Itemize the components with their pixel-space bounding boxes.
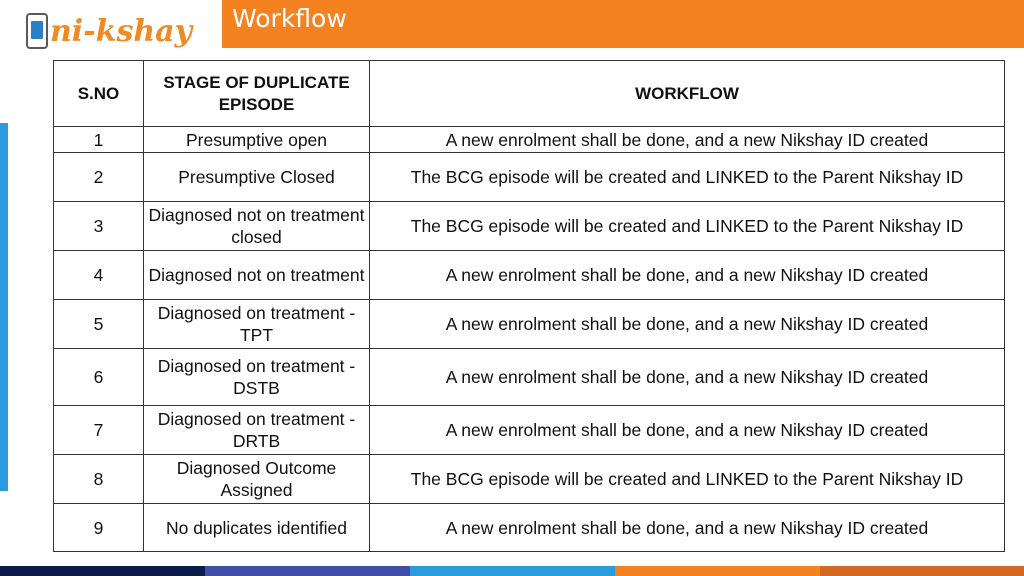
cell-workflow: A new enrolment shall be done, and a new Nikshay ID created [370,127,1005,153]
bottom-bar-segment [205,566,410,576]
workflow-table [53,60,1005,552]
header-workflow: WORKFLOW [370,61,1005,127]
cell-sno: 8 [54,455,144,504]
cell-workflow: A new enrolment shall be done, and a new Nikshay ID created [370,504,1005,552]
bottom-bar-segment [615,566,820,576]
table-row [54,455,1005,504]
cell-stage: Diagnosed not on treatment closed [144,202,370,251]
table-header-row [54,61,1005,127]
cell-sno: 5 [54,300,144,349]
cell-stage: Diagnosed on treatment - DRTB [144,406,370,455]
cell-workflow: The BCG episode will be created and LINKED to the Parent Nikshay ID [370,153,1005,202]
cell-sno: 3 [54,202,144,251]
cell-workflow: A new enrolment shall be done, and a new Nikshay ID created [370,349,1005,406]
nikshay-logo [26,8,196,54]
cell-sno: 7 [54,406,144,455]
cell-sno: 2 [54,153,144,202]
bottom-bar-segment [410,566,615,576]
cell-sno: 1 [54,127,144,153]
bottom-bar-segment [820,566,1024,576]
cell-stage: Diagnosed on treatment - DSTB [144,349,370,406]
cell-workflow: A new enrolment shall be done, and a new Nikshay ID created [370,251,1005,300]
table-row [54,127,1005,153]
cell-stage: Diagnosed on treatment - TPT [144,300,370,349]
table-row [54,406,1005,455]
cell-workflow: The BCG episode will be created and LINKED to the Parent Nikshay ID [370,455,1005,504]
bottom-color-bar [0,566,1024,576]
cell-workflow: A new enrolment shall be done, and a new Nikshay ID created [370,406,1005,455]
table-row [54,251,1005,300]
table-row [54,300,1005,349]
cell-workflow: A new enrolment shall be done, and a new Nikshay ID created [370,300,1005,349]
bottom-bar-segment [0,566,205,576]
cell-sno: 9 [54,504,144,552]
table-row [54,153,1005,202]
page-title: Workflow [232,4,347,33]
cell-sno: 4 [54,251,144,300]
cell-stage: Presumptive Closed [144,153,370,202]
header-stage: STAGE OF DUPLICATE EPISODE [144,61,370,127]
logo-text: ni-kshay [50,13,193,49]
header-sno: S.NO [54,61,144,127]
cell-stage: No duplicates identified [144,504,370,552]
cell-sno: 6 [54,349,144,406]
phone-icon [26,13,48,49]
cell-stage: Diagnosed Outcome Assigned [144,455,370,504]
cell-stage: Presumptive open [144,127,370,153]
title-bar [222,0,1024,48]
table-row [54,349,1005,406]
table-row [54,202,1005,251]
table-row [54,504,1005,552]
cell-stage: Diagnosed not on treatment [144,251,370,300]
cell-workflow: The BCG episode will be created and LINKED to the Parent Nikshay ID [370,202,1005,251]
side-accent-bar [0,123,8,491]
